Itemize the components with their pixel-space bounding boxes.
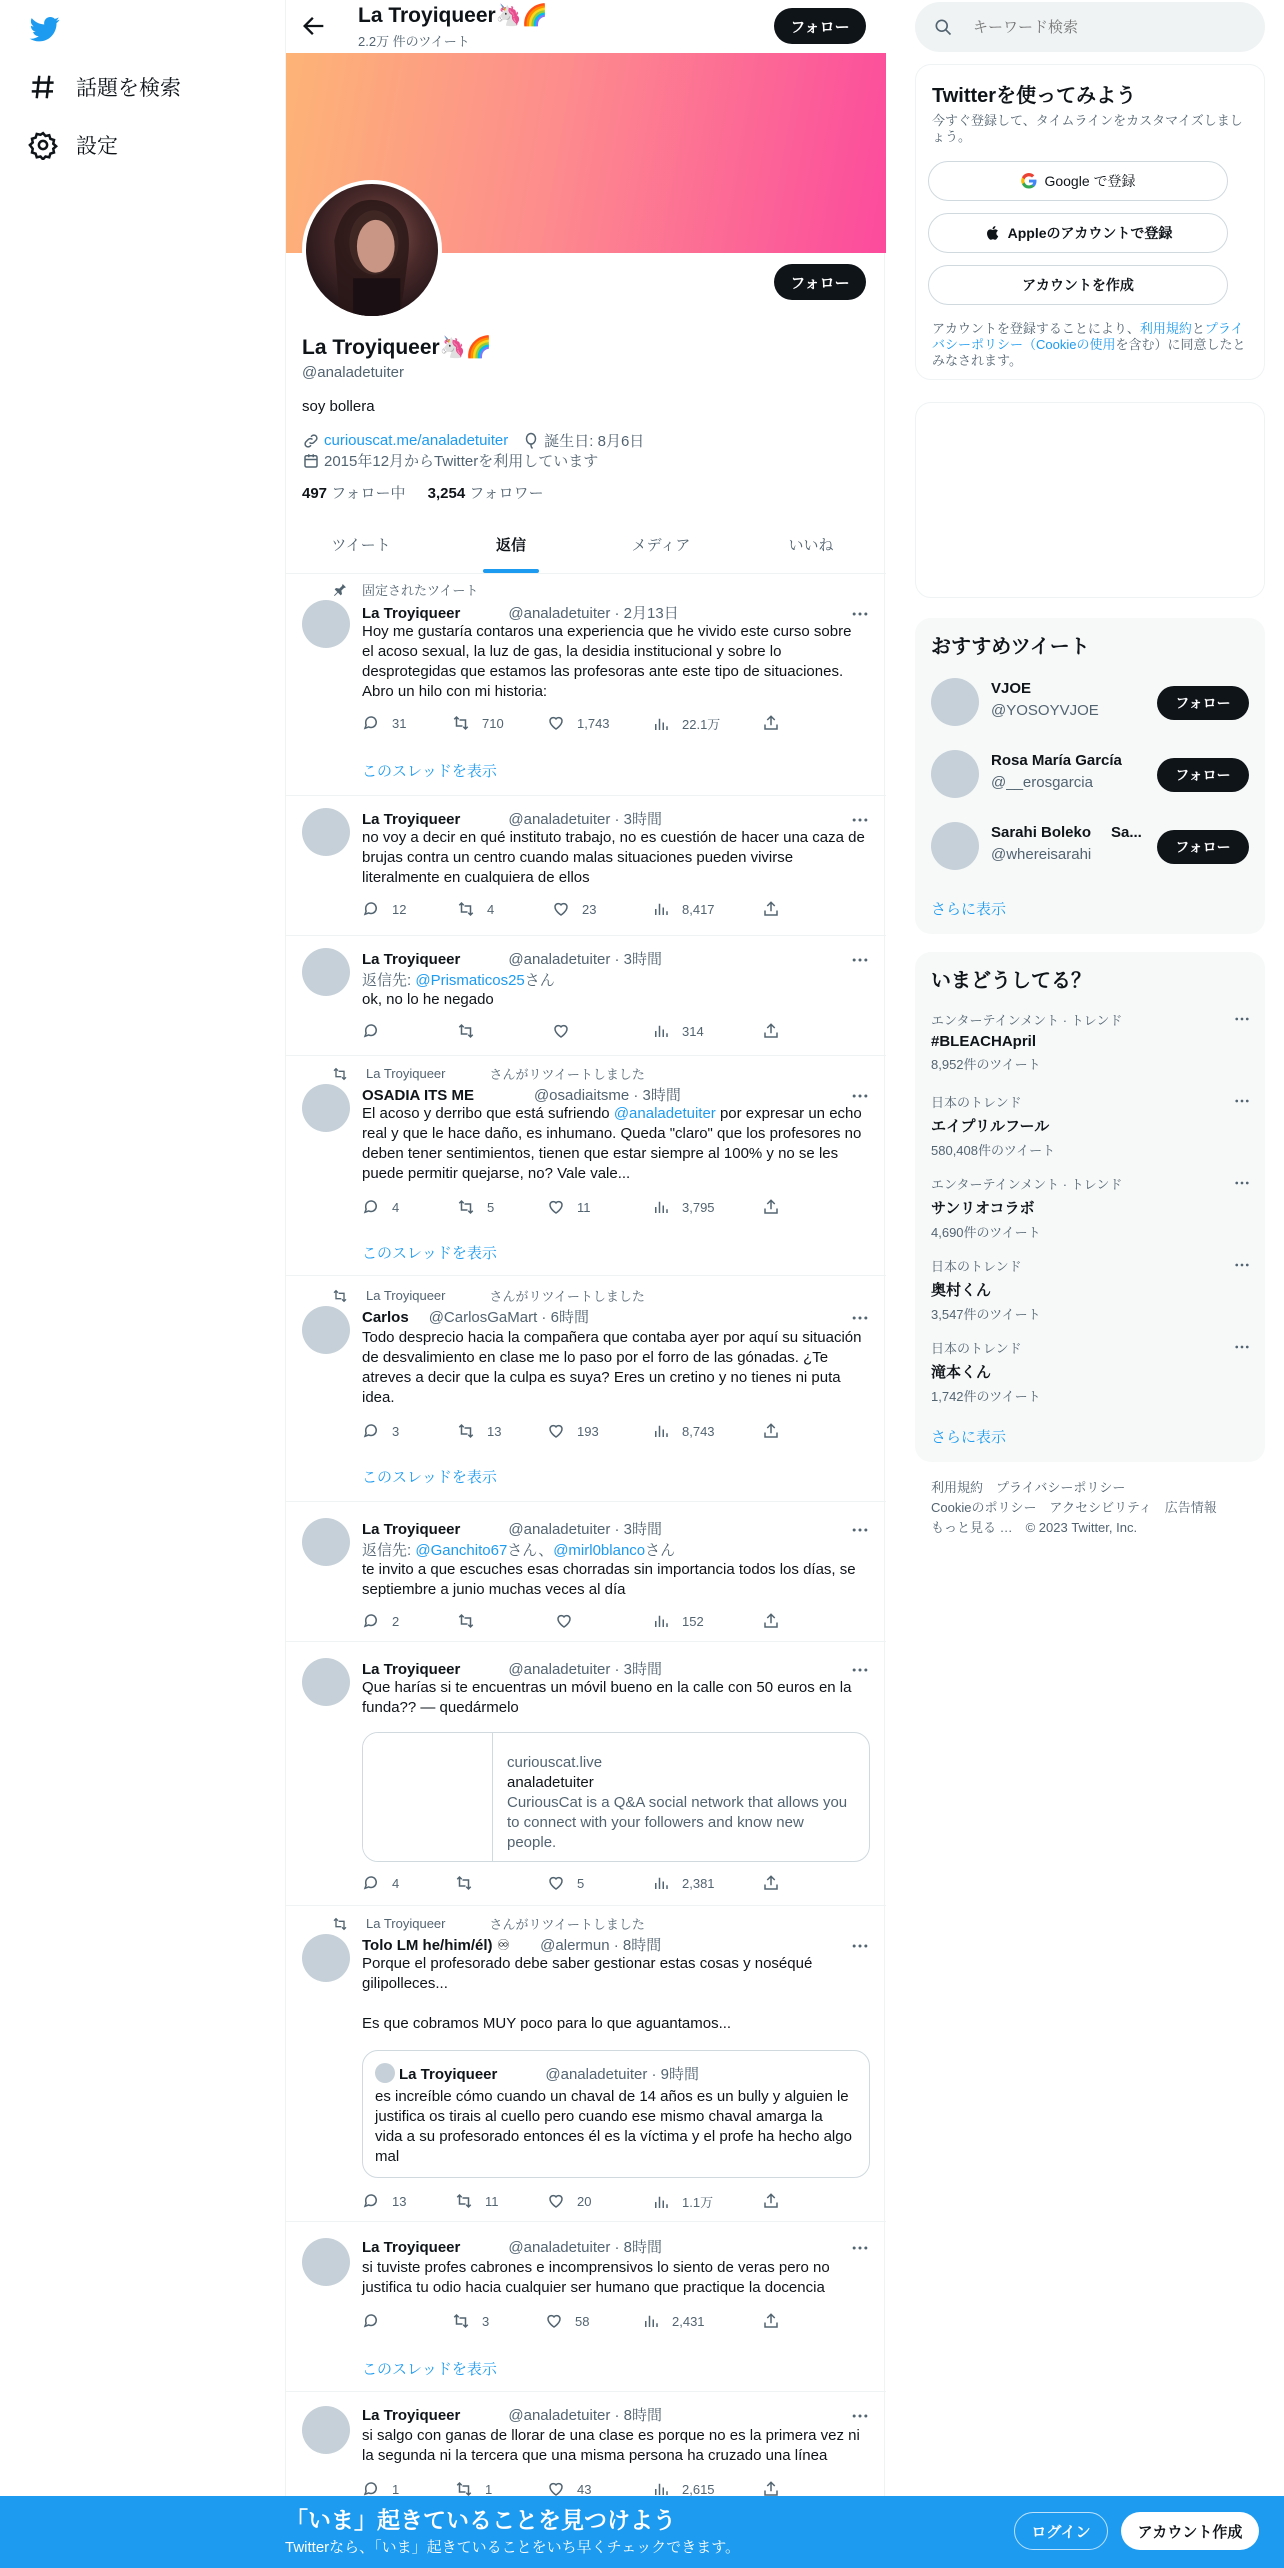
more-icon[interactable] — [850, 1520, 870, 1540]
retweet-button[interactable] — [457, 1022, 487, 1040]
tweet-text: ok, no lo he negado — [362, 991, 494, 1008]
left-nav — [0, 0, 285, 2568]
reply-button[interactable]: 31 — [362, 714, 406, 732]
nav-settings[interactable] — [28, 125, 118, 165]
nav-explore[interactable] — [28, 67, 181, 107]
profile-birthday: 誕生日: 8月6日 — [544, 433, 645, 450]
trend-item[interactable]: 日本のトレンド エイプリルフール 580,408件のツイート — [931, 1092, 1251, 1174]
trends-title: いまどうしてる？ — [931, 970, 1091, 992]
reply-icon — [362, 1198, 380, 1216]
tweet-header: Carlos @CarlosGaMart · 6時間 — [362, 1309, 589, 1326]
views-chart-icon — [652, 1874, 670, 1892]
share-button[interactable] — [762, 1874, 792, 1892]
more-icon[interactable] — [850, 1936, 870, 1956]
search-icon — [933, 17, 953, 37]
bottom-bar-title: 「いま」起きていることを見つけよう — [285, 2507, 676, 2533]
link-icon — [302, 432, 320, 450]
more-icon[interactable] — [850, 604, 870, 624]
share-icon — [762, 1612, 780, 1630]
followers-link[interactable]: 3,254 フォロワー — [427, 485, 544, 502]
reply-to-line: 返信先: @Ganchito67さん、@mirl0blancoさん — [362, 1542, 676, 1559]
reply-button[interactable]: 13 — [362, 2192, 406, 2210]
views-chart-icon — [652, 1422, 670, 1440]
views-button[interactable]: 8,417 — [652, 900, 715, 918]
tweet-header: Tolo LM he/him/él) ♾ @alermun · 8時間 — [362, 1937, 662, 1954]
reply-button[interactable]: 4 — [362, 1874, 399, 1892]
views-chart-icon — [652, 1198, 670, 1216]
views-button[interactable]: 3,795 — [652, 1198, 715, 1216]
like-button[interactable]: 58 — [545, 2312, 589, 2330]
retweet-icon — [332, 1066, 348, 1082]
quoted-avatar — [375, 2063, 395, 2083]
tweet-text: si tuviste profes cabrones e incomprensivos lo siento de veras pero no justifica tu odio hacia cualquier ser humano que practique la docencia — [362, 2259, 830, 2296]
retweet-icon — [455, 2192, 473, 2210]
views-chart-icon — [652, 2193, 670, 2211]
header-follow-button[interactable]: フォロー — [774, 8, 866, 44]
tab-media[interactable]: メディア — [631, 537, 691, 554]
share-icon — [762, 714, 780, 732]
tweet-text: Porque el profesorado debe saber gestionar estas cosas y noséqué gilipolleces... Es que cobramos MUY poco para lo que aguantamos... — [362, 1955, 813, 2032]
tweet-actions — [362, 1874, 782, 1894]
balloon-icon — [522, 432, 540, 450]
show-thread-link[interactable]: このスレッドを表示 — [362, 2361, 497, 2378]
share-button[interactable] — [762, 1422, 792, 1440]
tweet-header: La Troyiqueer @analadetuiter · 3時間 — [362, 951, 663, 968]
like-button[interactable]: 193 — [547, 1422, 599, 1440]
retweet-button[interactable]: 4 — [457, 900, 494, 918]
retweet-icon — [452, 714, 470, 732]
profile-tabs — [286, 516, 886, 574]
tweet-text: Hoy me gustaría contaros una experiencia que he vivido este curso sobre el acoso sexual, la luz de gas, la desidia institucional y sobre lo desprotegidas que estamos las profesoras ante este tipo de situaciones. Abro un hilo con mi historia: — [362, 623, 852, 700]
like-button[interactable]: 11 — [547, 1198, 591, 1216]
profile-joined: 2015年12月からTwitterを利用しています — [324, 453, 599, 470]
profile-joined-row — [302, 450, 598, 471]
tweet[interactable] — [286, 1276, 886, 1502]
retweet-context: La Troyiqueer さんがリツイートしました — [332, 1064, 645, 1083]
share-icon — [762, 1022, 780, 1040]
retweet-button[interactable]: 5 — [457, 1198, 494, 1216]
tweet-text: no voy a decir en qué instituto trabajo, no es cuestión de hacer una caza de brujas contra un centro cuando malas situaciones pueden vivirse literalmente en cualquiera de ellos — [362, 829, 865, 886]
views-chart-icon — [642, 2312, 660, 2330]
following-link[interactable]: 497 フォロー中 — [302, 485, 406, 502]
share-icon — [762, 2192, 780, 2210]
more-icon[interactable] — [1233, 1092, 1251, 1110]
profile-follow-stats — [302, 482, 544, 503]
tweet-text: Que harías si te encuentras un móvil bueno en la calle con 50 euros en la funda?? — quedármelo — [362, 1679, 852, 1716]
nav-settings-label: 設定 — [76, 135, 118, 158]
tweet-header: La Troyiqueer @analadetuiter · 3時間 — [362, 1661, 663, 1678]
signup-title: Twitterを使ってみよう — [932, 85, 1137, 107]
follow-button[interactable]: フォロー — [1157, 686, 1249, 720]
trend-item[interactable]: 日本のトレンド 奥村くん 3,547件のツイート — [931, 1256, 1251, 1338]
tab-tweets[interactable]: ツイート — [331, 537, 391, 554]
tweet-actions — [362, 900, 782, 920]
more-icon[interactable] — [850, 1308, 870, 1328]
more-icon[interactable] — [850, 2238, 870, 2258]
retweet-icon — [452, 2312, 470, 2330]
gear-icon — [28, 130, 58, 160]
views-button[interactable]: 314 — [652, 1022, 704, 1040]
reply-button[interactable]: 3 — [362, 1422, 399, 1440]
retweet-button[interactable] — [455, 1874, 485, 1892]
reply-icon — [362, 1422, 380, 1440]
share-icon — [762, 900, 780, 918]
tweet-text: si salgo con ganas de llorar de una clase es porque no es la primera vez ni la segunda ni la tercera que una misma persona ha cruzado una línea — [362, 2427, 860, 2464]
tweet[interactable] — [286, 2392, 886, 2502]
share-icon — [762, 2312, 780, 2330]
card-thumbnail — [363, 1733, 493, 1862]
tweet-header: La Troyiqueer @analadetuiter · 8時間 — [362, 2239, 663, 2256]
heart-icon — [547, 714, 565, 732]
views-chart-icon — [652, 1612, 670, 1630]
heart-icon — [547, 1198, 565, 1216]
views-chart-icon — [652, 1022, 670, 1040]
reply-icon — [362, 1874, 380, 1892]
card-description: CuriousCat is a Q&A social network that allows you to connect with your followers and know new people. — [507, 1794, 848, 1851]
tweet-avatar[interactable] — [302, 2238, 350, 2286]
reply-icon — [362, 714, 380, 732]
retweet-button[interactable]: 710 — [452, 714, 504, 732]
profile-meta-row — [302, 430, 644, 451]
tweet-header: OSADIA ITS ME @osadiaitsme · 3時間 — [362, 1087, 681, 1104]
reply-button[interactable] — [362, 2312, 392, 2330]
recommended-show-more[interactable]: さらに表示 — [931, 901, 1007, 918]
tweet-text: El acoso y derribo que está sufriendo @analadetuiter por expresar un echo real y que le hace daño, es inhumano. Queda "claro" que los profesores no deben tener sentimientos, tienen que estar siempre al 100% y no se les puede permitir quejarse, no? Vale vale... — [362, 1105, 862, 1182]
reply-button[interactable]: 4 — [362, 1198, 399, 1216]
recommended-box — [915, 618, 1265, 934]
create-account-button[interactable]: アカウントを作成 — [928, 265, 1228, 305]
follow-button[interactable]: フォロー — [1157, 758, 1249, 792]
signup-button[interactable]: アカウント作成 — [1121, 2512, 1259, 2550]
tweet-avatar[interactable] — [302, 808, 350, 856]
show-thread-link[interactable]: このスレッドを表示 — [362, 1245, 497, 1262]
like-button[interactable]: 5 — [547, 1874, 584, 1892]
bottom-signup-bar — [0, 2496, 1284, 2568]
reply-icon — [362, 1022, 380, 1040]
signup-legal: アカウントを登録することにより、利用規約とプライバシーポリシー（Cookieの使用を含む）に同意したとみなされます。 — [932, 321, 1246, 368]
tweet-text: te invito a que escuches esas chorradas sin importancia todos los días, se septiembre a junio muchas veces al día — [362, 1561, 856, 1598]
share-icon — [762, 1422, 780, 1440]
recommended-user[interactable]: VJOE @YOSOYVJOE フォロー — [931, 674, 1251, 730]
apple-logo-icon — [984, 224, 1002, 242]
tweet-actions — [362, 714, 782, 734]
views-chart-icon — [652, 900, 670, 918]
retweet-button[interactable]: 13 — [457, 1422, 501, 1440]
share-button[interactable] — [762, 900, 792, 918]
retweet-icon — [457, 1022, 475, 1040]
card-title: analadetuiter — [507, 1774, 594, 1791]
pinned-context: 固定されたツイート — [332, 580, 478, 599]
retweet-icon — [457, 1422, 475, 1440]
views-button[interactable]: 2,381 — [652, 1874, 715, 1892]
trends-box — [915, 952, 1265, 1462]
tweet-header: La Troyiqueer @analadetuiter · 8時間 — [362, 2407, 663, 2424]
retweet-context: La Troyiqueer さんがリツイートしました — [332, 1914, 645, 1933]
reply-icon — [362, 2312, 380, 2330]
tweet[interactable] — [286, 1906, 886, 2222]
google-signup-button[interactable]: Google で登録 — [928, 161, 1228, 201]
retweet-context: La Troyiqueer さんがリツイートしました — [332, 1286, 645, 1305]
profile-link[interactable]: curiouscat.me/analadetuiter — [324, 432, 509, 449]
profile-name: La Troyiqueer🦄🌈 — [302, 336, 493, 359]
tab-replies[interactable]: 返信 — [436, 516, 586, 573]
back-arrow-icon[interactable] — [300, 12, 328, 40]
share-button[interactable] — [762, 2312, 792, 2330]
tweet-header: La Troyiqueer @analadetuiter · 3時間 — [362, 811, 663, 828]
retweet-button[interactable]: 11 — [455, 2192, 499, 2210]
views-button[interactable]: 1.1万 — [652, 2192, 713, 2211]
reply-button[interactable] — [362, 1022, 392, 1040]
tweet-text: Todo desprecio hacia la compañera que contaba ayer por aquí su situación de desvalimiento en clase me lo paso por el forro de las gónadas. ¿Te atreves a decir que la culpa es suya? Eres un cretino y no tienes ni puta idea. — [362, 1329, 862, 1406]
more-icon[interactable] — [850, 2406, 870, 2426]
follow-button[interactable]: フォロー — [1157, 830, 1249, 864]
avatar — [931, 750, 979, 798]
share-button[interactable] — [762, 1612, 792, 1630]
retweet-icon — [455, 1874, 473, 1892]
retweet-icon — [332, 1916, 348, 1932]
profile-bio: soy bollera — [302, 398, 375, 415]
heart-icon — [545, 2312, 563, 2330]
share-icon — [762, 1198, 780, 1216]
show-thread-link[interactable]: このスレッドを表示 — [362, 763, 497, 780]
calendar-icon — [302, 452, 320, 470]
quoted-tweet[interactable] — [362, 2050, 870, 2178]
more-icon[interactable] — [1233, 1174, 1251, 1192]
reply-icon — [362, 1612, 380, 1630]
tweet-avatar[interactable] — [302, 2406, 350, 2454]
retweet-icon — [457, 1198, 475, 1216]
profile-handle: @analadetuiter — [302, 364, 404, 381]
heart-icon — [552, 1022, 570, 1040]
heart-icon — [552, 900, 570, 918]
tweet-avatar[interactable] — [302, 1084, 350, 1132]
empty-widget — [915, 402, 1265, 598]
tweet-actions — [362, 1198, 782, 1218]
tweet[interactable] — [286, 1502, 886, 1642]
trends-show-more[interactable]: さらに表示 — [931, 1429, 1007, 1446]
profile-header-bar — [286, 0, 886, 53]
header-tweet-count: 2.2万 件のツイート — [358, 34, 470, 49]
tweet-avatar[interactable] — [302, 1306, 350, 1354]
more-icon[interactable] — [850, 810, 870, 830]
tweet-avatar[interactable] — [302, 1658, 350, 1706]
tweet-header: La Troyiqueer @analadetuiter · 3時間 — [362, 1521, 663, 1538]
more-icon[interactable] — [1233, 1010, 1251, 1028]
trend-item[interactable]: エンターテインメント · トレンド サンリオコラボ 4,690件のツイート — [931, 1174, 1251, 1256]
like-button[interactable]: 23 — [552, 900, 596, 918]
link-preview-card[interactable] — [362, 1732, 870, 1862]
avatar — [931, 822, 979, 870]
hashtag-icon — [28, 72, 58, 102]
heart-icon — [547, 2192, 565, 2210]
views-button[interactable]: 2,615 — [652, 2480, 715, 2498]
avatar — [931, 678, 979, 726]
like-button[interactable]: 1,743 — [547, 714, 610, 732]
more-icon[interactable] — [850, 1660, 870, 1680]
retweet-button[interactable] — [457, 1612, 487, 1630]
profile-follow-button[interactable]: フォロー — [774, 264, 866, 300]
reply-to-line: 返信先: @Prismaticos25さん — [362, 972, 555, 989]
like-button[interactable] — [555, 1612, 585, 1630]
reply-icon — [362, 900, 380, 918]
search-bar[interactable] — [915, 2, 1265, 52]
google-logo-icon — [1020, 172, 1038, 190]
nav-explore-label: 話題を検索 — [76, 77, 181, 100]
card-body — [507, 1753, 857, 1853]
reply-icon — [362, 2192, 380, 2210]
twitter-bird-icon[interactable] — [28, 14, 62, 44]
like-button[interactable]: 20 — [547, 2192, 591, 2210]
pin-icon — [332, 582, 348, 598]
tweet[interactable] — [286, 2222, 886, 2392]
reply-button[interactable]: 2 — [362, 1612, 399, 1630]
tweet-actions — [362, 1612, 782, 1632]
retweet-button[interactable]: 3 — [452, 2312, 489, 2330]
recommended-user[interactable]: Sarahi Boleko Sa... @whereisarahi フォロー — [931, 818, 1251, 874]
heart-icon — [547, 1422, 565, 1440]
retweet-icon — [457, 900, 475, 918]
views-button[interactable]: 8,743 — [652, 1422, 715, 1440]
retweet-icon — [332, 1288, 348, 1304]
signup-box — [915, 64, 1265, 380]
share-button[interactable] — [762, 1198, 792, 1216]
footer-links: 利用規約 プライバシーポリシー Cookieのポリシー アクセシビリティ 広告情報 もっと見る … © 2023 Twitter, Inc. — [931, 1480, 1217, 1535]
share-icon — [762, 1874, 780, 1892]
reply-button[interactable]: 1 — [362, 2480, 399, 2498]
tweet-avatar[interactable] — [302, 1518, 350, 1566]
tab-likes[interactable]: いいね — [788, 537, 834, 554]
signup-subtitle: 今すぐ登録して、タイムラインをカスタマイズしましょう。 — [932, 113, 1243, 144]
more-icon[interactable] — [1233, 1256, 1251, 1274]
share-button[interactable] — [762, 1022, 792, 1040]
tweet-header: La Troyiqueer @analadetuiter · 2月13日 — [362, 605, 679, 622]
tweet-actions — [362, 2312, 782, 2332]
heart-icon — [547, 1874, 565, 1892]
tweet[interactable] — [286, 1056, 886, 1276]
tweet-avatar[interactable] — [302, 948, 350, 996]
tweet[interactable] — [286, 1642, 886, 1906]
quoted-text: es increíble cómo cuando un chaval de 14 años es un bully y alguien le justifica os tirais al cuello pero cuando ese mismo chaval amarga la vida a su profesorado entonces él es la víctima y el profe ha hecho algo mal — [375, 2088, 852, 2165]
retweet-button[interactable]: 1 — [455, 2480, 492, 2498]
main-column — [285, 0, 885, 2568]
more-icon[interactable] — [850, 950, 870, 970]
share-button[interactable] — [762, 714, 792, 732]
trend-item[interactable]: 日本のトレンド 滝本くん 1,742件のツイート — [931, 1338, 1251, 1420]
recommended-title: おすすめツイート — [931, 636, 1090, 658]
tweet[interactable] — [286, 796, 886, 936]
tweet-actions — [362, 2192, 782, 2212]
reply-button[interactable]: 12 — [362, 900, 406, 918]
quoted-header: La Troyiqueer @analadetuiter · 9時間 — [399, 2066, 700, 2083]
bottom-bar-subtitle: Twitterなら、「いま」起きていることをいち早くチェックできます。 — [285, 2539, 741, 2556]
share-button[interactable] — [762, 2192, 792, 2210]
views-button[interactable]: 2,431 — [642, 2312, 705, 2330]
tweet[interactable] — [286, 574, 886, 796]
like-button[interactable]: 43 — [547, 2480, 591, 2498]
trend-item[interactable]: エンターテインメント · トレンド #BLEACHApril 8,952件のツイート — [931, 1010, 1251, 1092]
views-chart-icon — [652, 715, 670, 733]
retweet-icon — [457, 1612, 475, 1630]
more-icon[interactable] — [850, 1086, 870, 1106]
tweet-avatar[interactable] — [302, 600, 350, 648]
views-button[interactable]: 22.1万 — [652, 714, 720, 733]
card-domain: curiouscat.live — [507, 1754, 603, 1771]
tweet[interactable] — [286, 936, 886, 1056]
header-profile-name: La Troyiqueer🦄🌈 — [358, 4, 549, 27]
search-input[interactable] — [973, 19, 1233, 36]
views-button[interactable]: 152 — [652, 1612, 704, 1630]
heart-icon — [555, 1612, 573, 1630]
tweet-actions — [362, 1022, 782, 1042]
apple-signup-button[interactable]: Appleのアカウントで登録 — [928, 213, 1228, 253]
show-thread-link[interactable]: このスレッドを表示 — [362, 1469, 497, 1486]
recommended-user[interactable]: Rosa María García @__erosgarcia フォロー — [931, 746, 1251, 802]
tweet-avatar[interactable] — [302, 1934, 350, 1982]
tweet-actions — [362, 1422, 782, 1442]
profile-avatar[interactable] — [302, 180, 442, 320]
login-button[interactable]: ログイン — [1014, 2512, 1108, 2550]
like-button[interactable] — [552, 1022, 582, 1040]
more-icon[interactable] — [1233, 1338, 1251, 1356]
